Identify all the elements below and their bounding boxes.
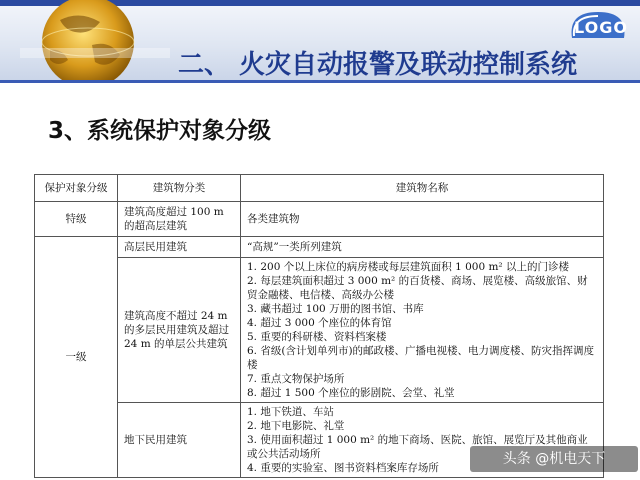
list-item: 2. 地下电影院、礼堂 (247, 420, 345, 432)
list-item: 7. 重点文物保护场所 (247, 373, 345, 385)
names-cell: “高规”一类所列建筑 (241, 237, 604, 258)
category-cell: 地下民用建筑 (118, 403, 241, 478)
header-banner (0, 0, 640, 82)
table-header-row (35, 175, 604, 202)
category-cell: 高层民用建筑 (118, 237, 241, 258)
section-subtitle: 3、系统保护对象分级 (48, 118, 272, 144)
names-cell (241, 258, 604, 403)
list-item: 1. 200 个以上床位的病房楼或每层建筑面积 1 000 m² 以上的门诊楼 (247, 261, 569, 273)
table-row (35, 258, 604, 403)
list-item: 3. 藏书超过 100 万册的图书馆、书库 (247, 303, 424, 315)
table-row (35, 237, 604, 258)
header-divider (0, 80, 640, 83)
globe-icon (20, 0, 170, 80)
list-item: 1. 地下铁道、车站 (247, 406, 334, 418)
list-item: 8. 超过 1 500 个座位的影剧院、会堂、礼堂 (247, 387, 455, 399)
list-item: 3. 使用面积超过 1 000 m² 的地下商场、医院、旅馆、展览厅及其他商业或公共活动场所 (247, 434, 588, 460)
level-special: 特级 (35, 202, 118, 237)
list-item: 2. 每层建筑面积超过 3 000 m² 的百货楼、商场、展览楼、高级旅馆、财贸金融楼、电信楼、高级办公楼 (247, 275, 588, 301)
table-row (35, 202, 604, 237)
header-names: 建筑物名称 (241, 175, 604, 202)
header-category: 建筑物分类 (118, 175, 241, 202)
list-item: 4. 超过 3 000 个座位的体育馆 (247, 317, 392, 329)
level-first: 一级 (35, 237, 118, 478)
classification-table (34, 174, 604, 474)
watermark: 头条 @机电天下 (470, 446, 638, 472)
logo-text: LOGO (574, 18, 628, 37)
list-item: 4. 重要的实验室、图书资料档案库存场所 (247, 462, 439, 474)
category-cell: 建筑高度超过 100 m的超高层建筑 (118, 202, 241, 237)
page-title: 二、 火灾自动报警及联动控制系统 (178, 50, 578, 80)
names-list (247, 260, 597, 400)
list-item: 6. 省级(含计划单列市)的邮政楼、广播电视楼、电力调度楼、防灾指挥调度楼 (247, 345, 595, 371)
category-cell: 建筑高度不超过 24 m 的多层民用建筑及超过 24 m 的单层公共建筑 (118, 258, 241, 403)
header-level: 保护对象分级 (35, 175, 118, 202)
list-item: 5. 重要的科研楼、资料档案楼 (247, 331, 387, 343)
names-cell: 各类建筑物 (241, 202, 604, 237)
